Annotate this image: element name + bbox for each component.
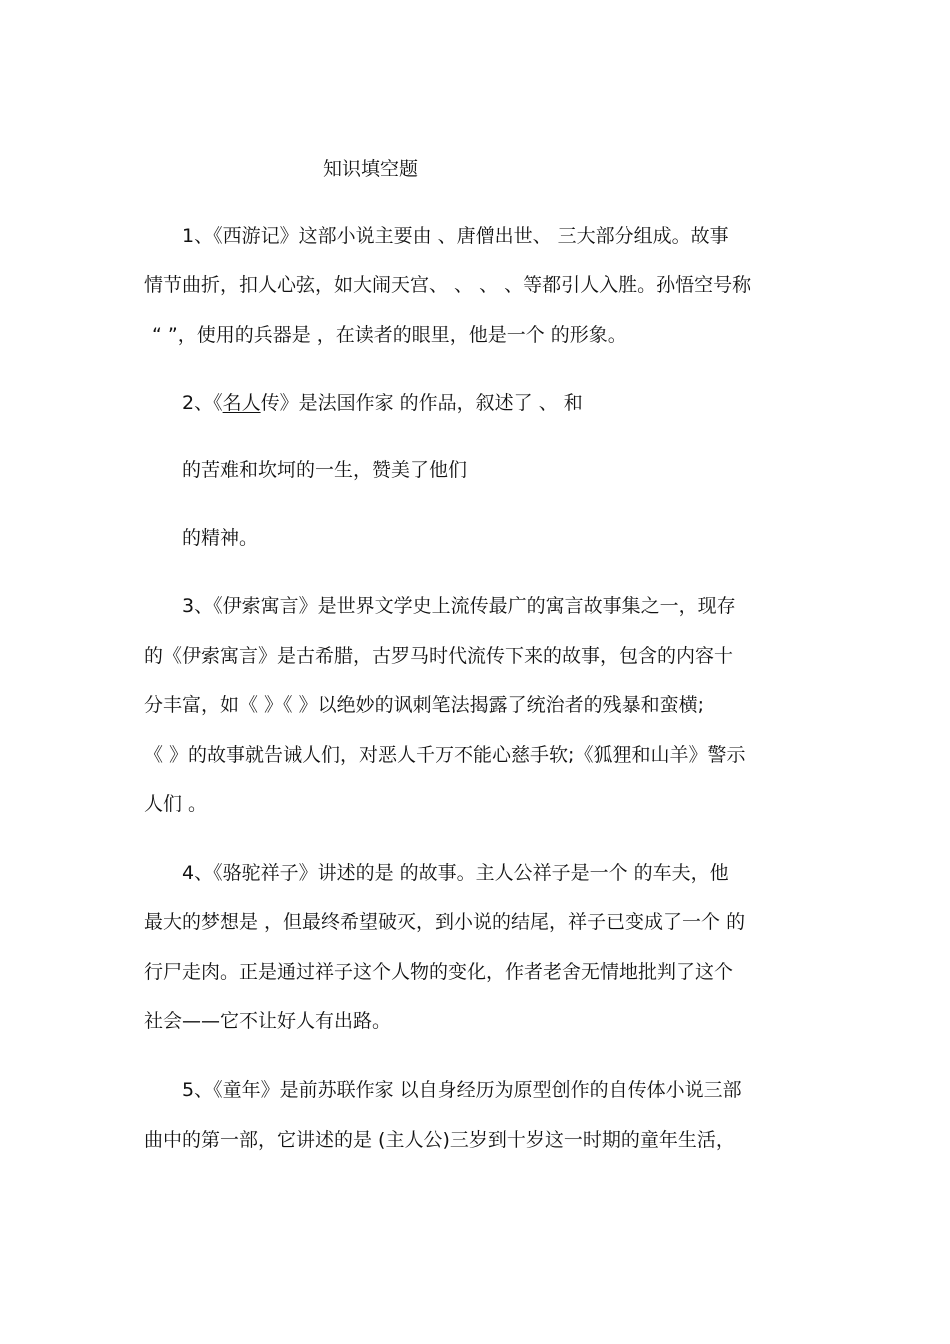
q5-line-1: 5、《童年》是前苏联作家 以自身经历为原型创作的自传体小说三部	[182, 1079, 742, 1101]
q4-line-2: 最大的梦想是 ，但最终希望破灭，到小说的结尾，祥子已变成了一个 的	[144, 911, 746, 933]
q4-line-1: 4、《骆驼祥子》讲述的是 的故事。主人公祥子是一个 的车夫，他	[182, 862, 729, 884]
q2-line-1	[182, 386, 583, 420]
q3-line-3: 分丰富，如《 》《 》以绝妙的讽刺笔法揭露了统治者的残暴和蛮横;	[144, 694, 704, 716]
q4-line-3: 行尸走肉。正是通过祥子这个人物的变化，作者老舍无情地批判了这个	[144, 961, 734, 983]
q3-line-5: 人们 。	[144, 793, 208, 815]
q1-line-3: “ ”，使用的兵器是 ，在读者的眼里，他是一个 的形象。	[152, 324, 627, 346]
q5-line-2: 曲中的第一部，它讲述的是 (主人公)三岁到十岁这一时期的童年生活，	[144, 1129, 735, 1151]
q4-line-4: 社会——它不让好人有出路。	[144, 1010, 392, 1032]
q2-line-1-suffix: 传》是法国作家 的作品，叙述了 、 和	[260, 392, 583, 414]
q3-line-4: 《 》的故事就告诫人们，对恶人千万不能心慈手软;《狐狸和山羊》警示	[144, 744, 746, 766]
q2-line-3: 的精神。	[182, 527, 259, 549]
q1-line-2: 情节曲折，扣人心弦，如大闹天宫、 、 、 、等都引人入胜。孙悟空号称	[144, 274, 752, 296]
q2-underlined-word: 名人	[222, 392, 261, 414]
q3-line-2: 的《伊索寓言》是古希腊，古罗马时代流传下来的故事，包含的内容十	[144, 645, 734, 667]
q2-line-2: 的苦难和坎坷的一生，赞美了他们	[182, 459, 468, 481]
document-title: 知识填空题	[323, 158, 419, 180]
q1-line-1: 1、《西游记》这部小说主要由 、唐僧出世、 三大部分组成。故事	[182, 225, 729, 247]
q3-line-1: 3、《伊索寓言》是世界文学史上流传最广的寓言故事集之一，现存	[182, 595, 736, 617]
q2-line-1-prefix: 2、《	[182, 392, 223, 414]
